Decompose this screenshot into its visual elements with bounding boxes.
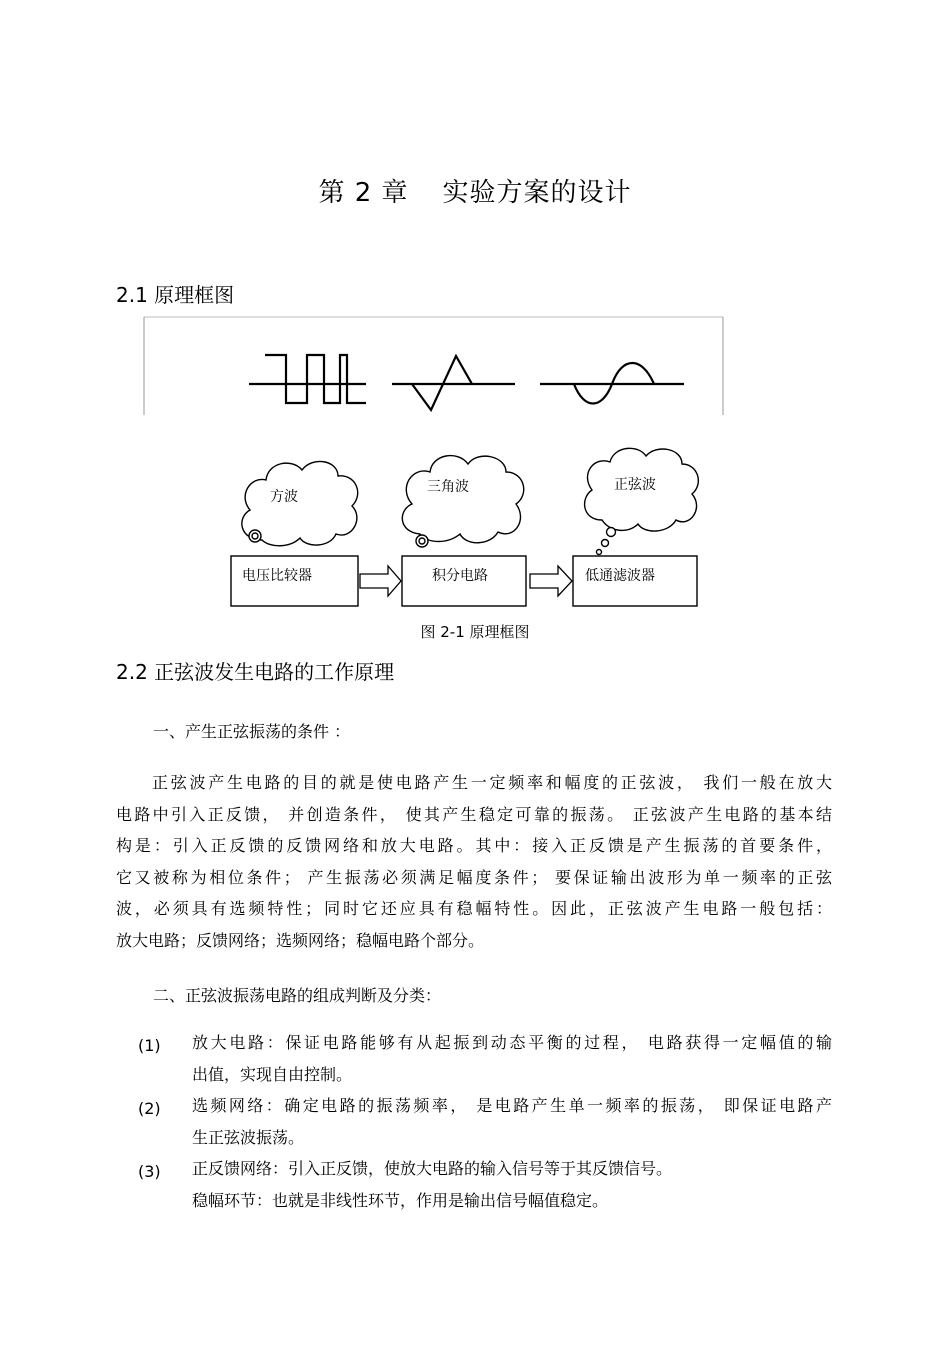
list-item xyxy=(192,1093,832,1157)
arrow-right-icon xyxy=(530,566,572,596)
chapter-number: 第 2 章 xyxy=(318,178,409,208)
list-item-line: 放大电路：保证电路能够有从起振到动态平衡的过程， 电路获得一定幅值的输 xyxy=(192,1033,832,1052)
heading-conditions: 一、产生正弦振荡的条件 ： xyxy=(153,722,351,741)
arrow-right-icon xyxy=(360,566,401,596)
list-number: (1) xyxy=(138,1036,161,1055)
paragraph-line: 正弦波产生电路的目的就是使电路产生一定频率和幅度的正弦波， 我们一般在放大 xyxy=(152,773,832,792)
paragraph-line: 它又被称为相位条件； 产生振荡必须满足幅度条件； 要保证输出波形为单一频率的正弦 xyxy=(116,867,832,887)
cloud-triangle-wave xyxy=(402,456,523,547)
list-number: (3) xyxy=(138,1162,161,1181)
list-item-line: 稳幅环节：也就是非线性环节，作用是输出信号幅值稳定。 xyxy=(192,1191,609,1210)
block-diagram-figure xyxy=(0,0,950,660)
paragraph-line: 构是：引入正反馈的反馈网络和放大电路。其中：接入正反馈是产生振荡的首要条件， xyxy=(116,836,832,856)
figure-caption: 图 2-1 原理框图 xyxy=(420,623,530,641)
waveform-panel xyxy=(144,317,723,415)
square-wave-icon xyxy=(249,355,366,403)
block-label-filter: 低通滤波器 xyxy=(585,568,655,584)
list-item-line: 出值，实现自由控制。 xyxy=(192,1065,353,1084)
section-title-2-2: 2.2 正弦波发生电路的工作原理 xyxy=(116,660,395,684)
sine-wave-icon xyxy=(540,363,684,404)
list-item-line: 正反馈网络：引入正反馈，使放大电路的输入信号等于其反馈信号。 xyxy=(192,1159,673,1178)
block-label-integrator: 积分电路 xyxy=(432,568,488,584)
triangle-wave-icon xyxy=(392,356,515,410)
paragraph-line: 电路中引入正反馈， 并创造条件， 使其产生稳定可靠的振荡。 正弦波产生电路的基本结 xyxy=(116,804,832,824)
list-number: (2) xyxy=(138,1099,161,1118)
list-item xyxy=(192,1156,832,1220)
paragraph-line: 放大电路；反馈网络；选频网络；稳幅电路个部分。 xyxy=(116,930,485,950)
list-item xyxy=(192,1030,832,1094)
cloud-label-square: 方波 xyxy=(270,489,298,505)
chapter-title: 实验方案的设计 xyxy=(442,178,632,208)
paragraph-line: 波，必须具有选频特性；同时它还应具有稳幅特性。因此，正弦波产生电路一般包括： xyxy=(116,899,832,919)
section-title-2-1: 2.1 原理框图 xyxy=(116,283,235,307)
cloud-sine-wave xyxy=(585,448,699,554)
list-item-line: 生正弦波振荡。 xyxy=(192,1128,305,1147)
paragraph-principle xyxy=(116,767,832,957)
cloud-label-sine: 正弦波 xyxy=(614,477,656,493)
cloud-label-triangle: 三角波 xyxy=(427,479,469,495)
block-label-comparator: 电压比较器 xyxy=(242,568,312,584)
heading-composition: 二、正弦波振荡电路的组成判断及分类： xyxy=(153,986,442,1005)
list-item-line: 选频网络：确定电路的振荡频率， 是电路产生单一频率的振荡， 即保证电路产 xyxy=(192,1096,832,1115)
cloud-square-wave xyxy=(242,461,358,545)
